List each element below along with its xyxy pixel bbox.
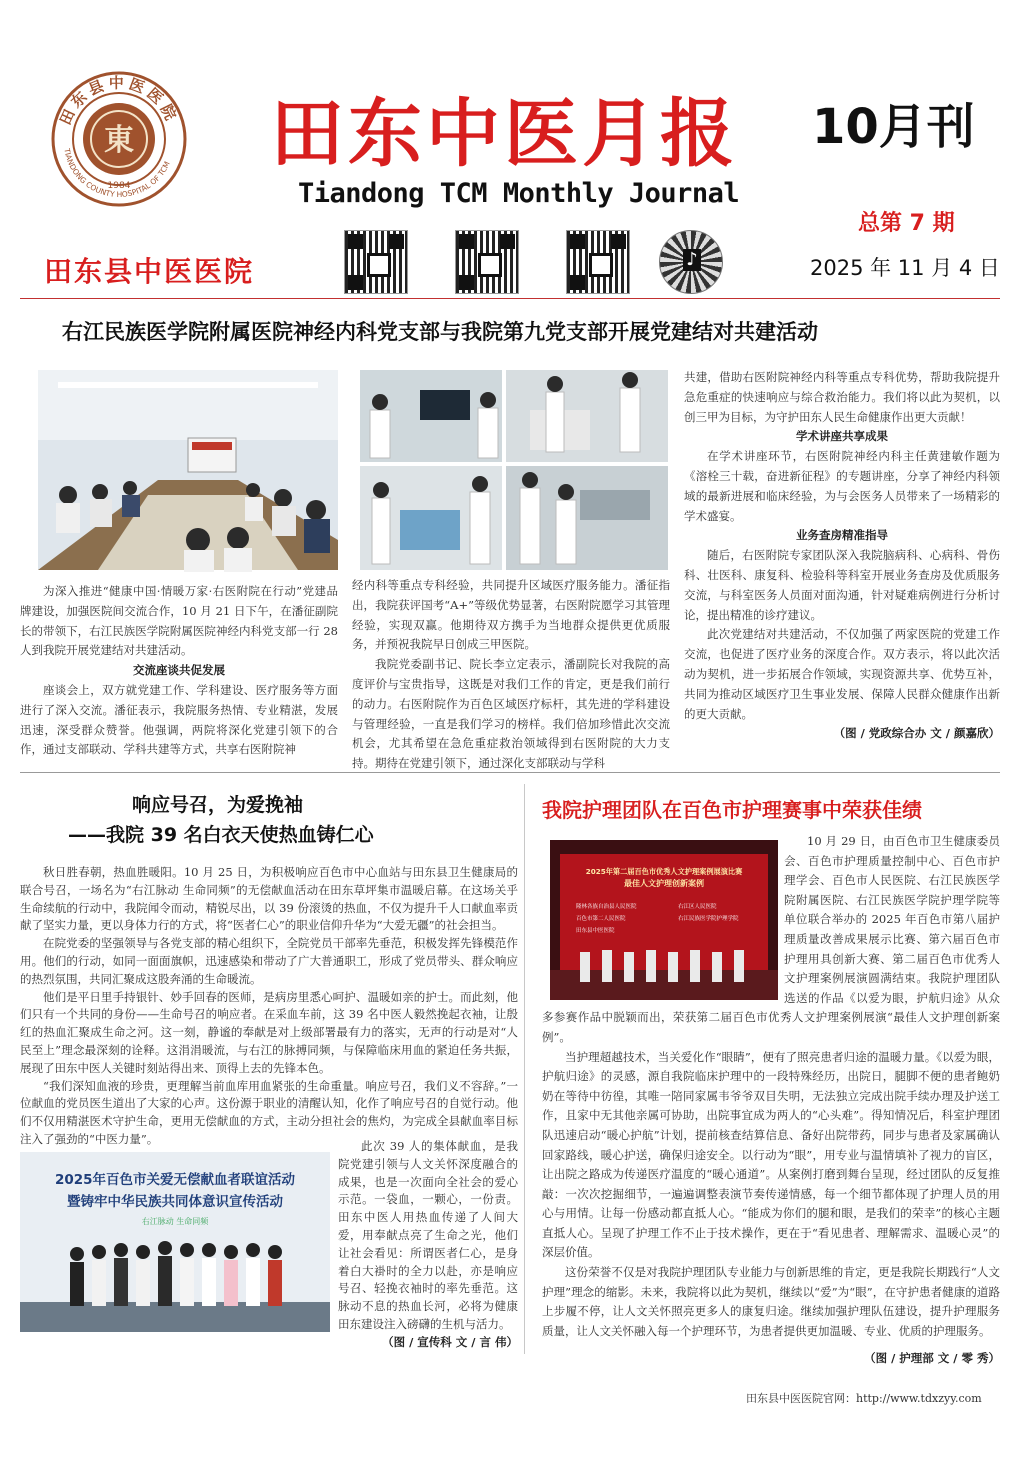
article2-byline: （图 / 宣传科 文 / 言 伟）	[382, 1334, 518, 1349]
hospital-logo	[50, 70, 188, 230]
article2-paragraph: “我们深知血液的珍贵，更理解当前血库用血紧张的生命重量。响应号召，我们义不容辞。”一位献血的党员医生道出了大家的心声。这份源于职业的清醒认知，化作了响应号召的自觉行动。他们不仅用精湛医术守护生命，更用无偿献血的方式，主动分担社会的焦灼，为完成全县献血率目标注入了强劲的“中医力量”。	[20, 1078, 518, 1146]
issue-month: 10月刊	[812, 99, 975, 155]
seal-year: 1984	[107, 181, 131, 191]
screen-subtitle: 最佳人文护理创新案例	[624, 879, 704, 888]
article1-subheading: 学术讲座共享成果	[796, 429, 888, 444]
qr-code-2-icon[interactable]	[455, 230, 519, 294]
qr-code-3-icon[interactable]	[566, 230, 630, 294]
article1-subheading: 业务查房精准指导	[796, 528, 888, 543]
banner-line-3: 右江脉动 生命同频	[141, 1217, 209, 1226]
article2-paragraph: 此次 39 人的集体献血，是我院党建引领与人文关怀深度融合的成果，也是一次面向全社会的爱心示范。一袋血，一颗心，一份责。田东中医人用热血传递了人间大爱，用奉献点亮了生命之光，他们让社会看见：所谓医者仁心，是身着白大褂时的全力以赴，亦是响应号召、轻挽衣袖时的率先垂范。这脉动不息的热血长河，必将为健康田东建设注入磅礴的生机与活力。	[338, 1139, 518, 1331]
article2-paragraph: 秋日胜春朝，热血胜暖阳。10 月 25 日，为积极响应百色市中心血站与田东县卫生健康局的联合号召，一场名为“右江脉动 生命同频”的无偿献血活动在田东草坪集市温暖启幕。在这场关乎生命续航的行动中，我院闻令而动，精锐尽出，以 39 份滚烫的热血，不仅为提升千人口献血率贡献了坚实力量，更以身体力行的方式，将“医者仁心”的职业信仰升华为“大爱无疆”的社会担当。	[20, 865, 518, 933]
seal-text-en: TIANDONG COUNTY HOSPITAL OF TCM	[62, 147, 172, 200]
article1-paragraph: 座谈会上，双方就党建工作、学科建设、医疗服务等方面进行了深入交流。潘征表示，我院服务热情、专业精湛，发展迅速，深受群众赞誉。他强调，两院将深化党建引领下的合作，通过支部联动、学科共建等方式，共享右医附院神	[20, 682, 338, 757]
article1-paragraph: 随后，右医附院专家团队深入我院脑病科、心病科、骨伤科、壮医科、康复科、检验科等科室开展业务查房及优质服务交流，与科室医务人员面对面沟通，针对疑难病例进行分析讨论，提出精准的诊疗建议。	[684, 548, 1000, 622]
article1-column-3	[684, 368, 1000, 754]
screen-item: 隆林各族自治县人民医院	[576, 904, 637, 910]
article2-column-top	[20, 864, 518, 1146]
article1-photo-meeting	[38, 370, 338, 570]
article2-headline-line2: ——我院 39 名白衣天使热血铸仁心	[68, 824, 374, 846]
masthead-divider	[20, 298, 1000, 299]
article1-column-1	[20, 582, 338, 760]
section-divider	[20, 772, 1000, 773]
article2-paragraph: 他们是平日里手持银针、妙手回春的医师，是病房里悉心呵护、温暖如亲的护士。而此刻，他们只有一个共同的身份——生命号召的响应者。在采血车前，这 39 名中医人毅然挽起衣袖，让殷红的热血汇聚成生命之河。这一刻，静谧的奉献是对上级部署最有力的落实，无声的行动是对“人民至上”理念最深刻的诠释。这涓涓暖流，与右江的脉搏同频，与保障临床用血的紧迫任务共振，展现了田东中医人关键时刻站得出来、顶得上去的先锋本色。	[20, 989, 518, 1075]
footer-website-link[interactable]: 田东县中医医院官网：http://www.tdxzyy.com	[746, 1392, 982, 1405]
article3-paragraph: 当护理超越技术，当关爱化作“眼睛”，便有了照亮患者归途的温暖力量。《以爱为眼，护航归途》的灵感，源自我院临床护理中的一段特殊经历，出院日，腿脚不便的患者鲍奶奶在等待中彷徨，其唯一陪同家属韦爷爷双目失明，无法独立完成出院手续办理及护送工作，且家中无其他亲属可协助，出院事宜成为两人的“心头难”。得知情况后，科室护理团队迅速启动“暖心护航”计划，提前核查结算信息、备好出院带药，同步与患者及家属确认回家路线，暖心护送，确保归途安全。以行动为“眼”，用专业与温情填补了视力的盲区，让出院之路成为传递医疗温度的“暖心通道”。从案例打磨到舞台呈现，经过团队的反复推敲：一次次挖掘细节，一遍遍调整表演节奏传递情感，每一个细节都体现了护理人员的用心与用情。让每一份感动都直抵人心。“能成为你们的腿和眼，是我们的荣幸”的核心主题直抵人心。呈现了护理工作不止于技术操作，更在于“看见患者、理解需求、温暖心灵”的深层价值。	[542, 1049, 1000, 1260]
article1-paragraph: 此次党建结对共建活动，不仅加强了两家医院的党建工作交流，也促进了医疗业务的深度合作。双方表示，将以此次活动为契机，进一步拓展合作领域，实现资源共享、优势互补，共同为推动区域医疗卫生事业发展、保障人民群众健康作出新的更大贡献。	[684, 627, 1000, 721]
article3-byline: （图 / 护理部 文 / 零 秀）	[864, 1351, 1000, 1366]
article3-paragraph: 10 月 29 日，由百色市卫生健康委员会、百色市护理质量控制中心、百色市护理学会、百色市人民医院、右江民族医学院附属医院、右江民族医学院护理学院等单位联合举办的 2025 年百色市第八届护理质量改善成果展示比赛、第六届百色市护理用具创新大赛、第二届百色市优秀人文护理案例展演圆满结束。我院护理团队选送的作品《以爱为眼，护航归途》从众多参赛作品中脱颖而出，荣获第二届百色市优秀人文护理案例展演“最佳人文护理创新案例”。	[542, 834, 1000, 1044]
article1-headline: 右江民族医学院附属医院神经内科党支部与我院第九党支部开展党建结对共建活动	[62, 320, 818, 344]
qr-code-1-icon[interactable]	[344, 230, 408, 294]
banner-line-1: 2025年百色市关爱无偿献血者联谊活动	[54, 1172, 296, 1188]
article3-headline: 我院护理团队在百色市护理赛事中荣获佳绩	[542, 798, 922, 822]
seal-text-cn: 田东县中医医院	[56, 73, 182, 128]
screen-item: 右江民族医学院护理学院	[678, 916, 739, 922]
issue-number: 总第 7 期	[858, 211, 955, 236]
article3-column-main	[542, 832, 1000, 1366]
article1-paragraph: 经内科等重点专科经验，共同提升区域医疗服务能力。潘征指出，我院获评国考“A+”等级优势显著，右医附院愿学习其管理经验，实现双赢。他期待双方携手为当地群众提供更优质服务，并预祝我院早日创成三甲医院。	[352, 578, 670, 652]
douyin-qr-icon[interactable]	[659, 230, 723, 294]
article2-column-right	[338, 1138, 518, 1348]
screen-item: 右江区人民医院	[678, 904, 717, 910]
screen-item: 田东县中医医院	[576, 928, 615, 934]
article1-subheading: 交流座谈共促发展	[133, 663, 225, 678]
article1-paragraph: 在学术讲座环节，右医附院神经内科主任黄建敏作题为《溶栓三十载，奋进新征程》的专题讲座，分享了神经内科领域的最新进展和临床经验，为与会医务人员带来了一场精彩的学术盛宴。	[684, 449, 1000, 523]
hospital-name: 田东县中医医院	[44, 255, 255, 288]
screen-item: 百色市第二人民医院	[576, 916, 626, 922]
hospital-seal-icon	[50, 70, 188, 230]
banner-line-2: 暨铸牢中华民族共同体意识宣传活动	[67, 1194, 283, 1210]
article1-paragraph: 共建，借助右医附院神经内科等重点专科优势，帮助我院提升急危重症的快速响应与综合救治能力。我们将以此为契机，以创三甲为目标，为守护田东人民生命健康作出更大贡献！	[684, 370, 1000, 424]
photo-float-spacer	[542, 832, 784, 1000]
masthead-title-en: Tiandong TCM Monthly Journal	[298, 178, 740, 209]
article1-column-2	[352, 576, 670, 771]
article2-photo-blood-drive	[20, 1152, 330, 1332]
article2-paragraph: 在院党委的坚强领导与各党支部的精心组织下，全院党员干部率先垂范，积极发挥先锋模范作用。他们的行动，如同一面面旗帜，迅速感染和带动了广大普通职工，形成了党员带头、群众响应的热烈氛围，共同汇聚成这股奔涌的生命暖流。	[20, 936, 518, 986]
article2-headline-line1: 响应号召，为爱挽袖	[132, 794, 304, 816]
article1-paragraph: 我院党委副书记、院长李立定表示，潘副院长对我院的高度评价与宝贵指导，这既是对我们工作的肯定，更是我们前行的动力。右医附院作为百色区域医疗标杆，其先进的学科建设与管理经验，一直是我们学习的榜样。我们倍加珍惜此次交流机会，尤其希望在急危重症救治领域得到右医附院的大力支持。期待在党建引领下，通过深化支部联动与学科	[352, 657, 670, 771]
seal-center-glyph: 東	[104, 123, 134, 158]
article1-byline: （图 / 党政综合办 文 / 颜嘉欣）	[833, 726, 1000, 741]
issue-date: 2025 年 11 月 4 日	[810, 256, 1000, 280]
article3-paragraph: 这份荣誉不仅是对我院护理团队专业能力与创新思维的肯定，更是我院长期践行“人文护理”理念的缩影。未来，我院将以此为契机，继续以“爱”为“眼”，在守护患者健康的道路上步履不停，让人文关怀照亮更多人的康复归途。继续加强护理队伍建设，提升护理服务质量，让人文关怀融入每一个护理环节，为患者提供更加温暖、专业、优质的护理服务。	[542, 1265, 1000, 1338]
masthead-title: 田东中医月报	[270, 91, 738, 177]
screen-title: 2025年第二届百色市优秀人文护理案例展演比赛	[585, 867, 743, 876]
article1-photo-collage	[360, 370, 668, 570]
column-divider	[524, 784, 525, 1354]
article1-paragraph: 为深入推进“健康中国·情暖万家·右医附院在行动”党建品牌建设，加强医院间交流合作，10 月 21 日下午，在潘征副院长的带领下，右江民族医学院附属医院神经内科党支部一行 28 人到我院开展党建结对共建活动。	[20, 584, 338, 658]
